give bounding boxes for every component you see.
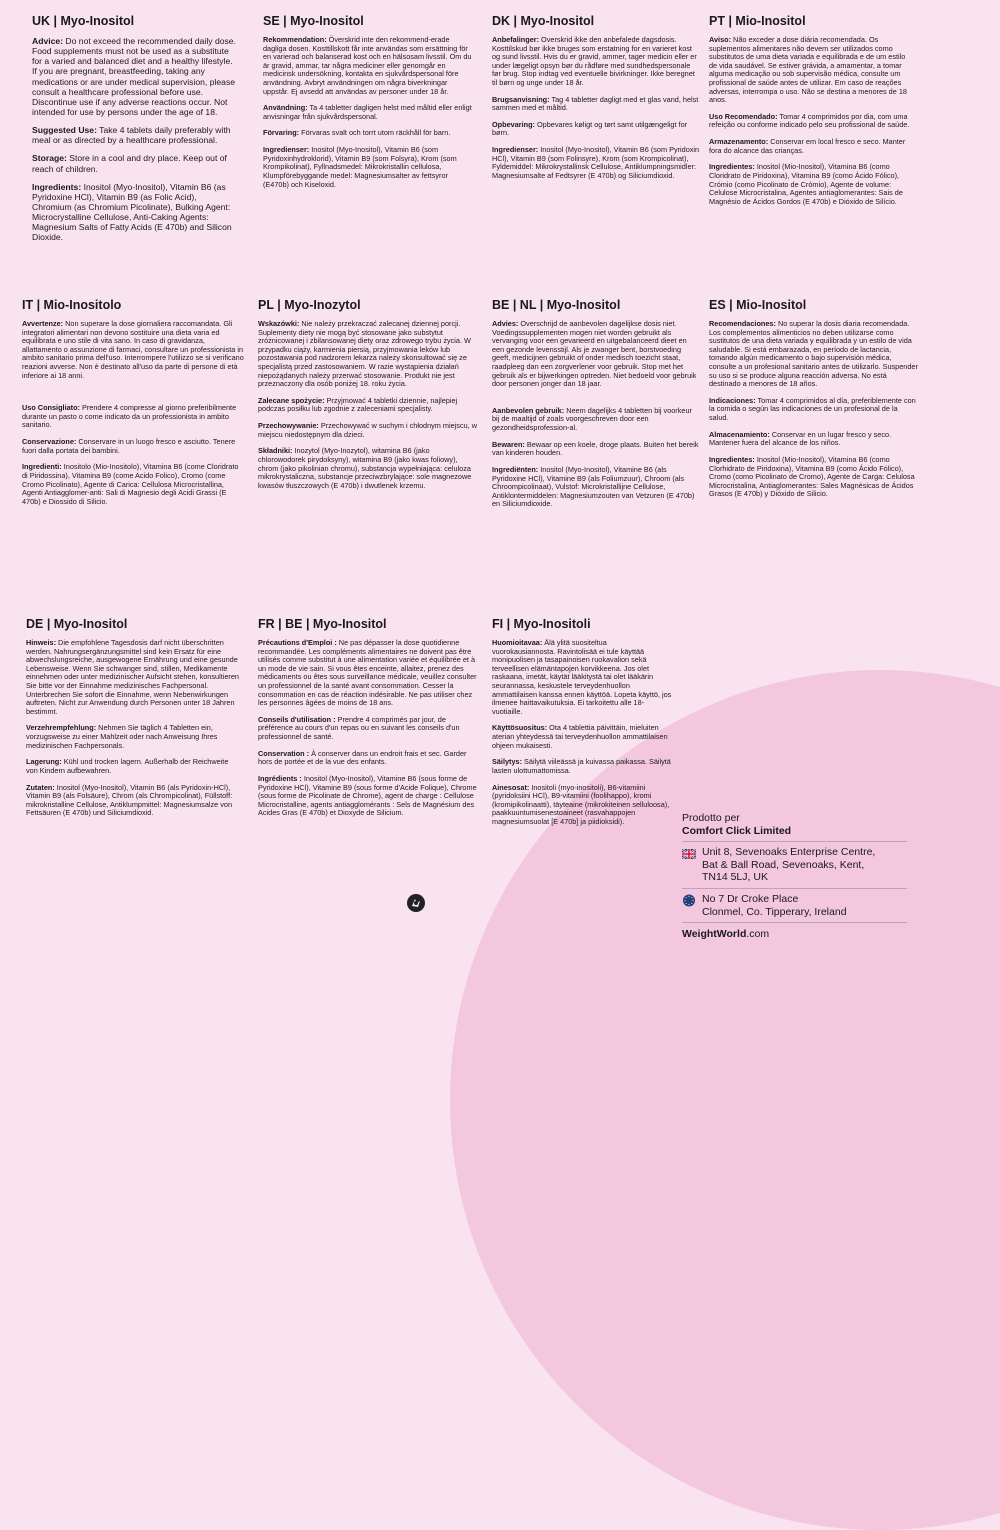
para-advice: Rekommendation: Överskrid inte den rekommend-erade dagliga dosen. Kosttillskott får inte användas som ersättning för en varierad och balanserad kost och en hälsosam livsstil. Om du är gravid, ammar, tar några mediciner eller genomgår en medicinsk undersökning, kontakta en sjukvårdspersonal före användning. Avbryt användningen om några biverkningar uppstår. Ej avsedd att användas av personer under 18 år. (263, 35, 472, 96)
eu-address-row (682, 888, 907, 922)
uk-address-row (682, 841, 907, 888)
recycle-logo-icon (406, 893, 426, 913)
section-es (709, 298, 919, 598)
section-heading: IT | Mio-Inositolo (22, 298, 122, 312)
para-use: Suggested Use: Take 4 tablets daily preferably with meal or as directed by a healthcare professional. (32, 125, 231, 146)
para-use: Indicaciones: Tomar 4 comprimidos al día, preferiblemente con la comida o según las indicaciones de un profesional de la salud. (709, 395, 916, 423)
para-advice: Aviso: Não exceder a dose diária recomendada. Os suplementos alimentares não devem ser utilizados como substitutos de uma dieta variada e equilibrada e de um estilo de vida saudável. Se estiver grávida, a amamentar, a tomar alguma medicação ou sob supervisão médica, consulte um profissional de saúde antes de utilizar. Em caso de reações adversas, interrompa o uso. Não se destina a menores de 18 anos. (709, 35, 907, 105)
para-use: Conseils d'utilisation : Prendre 4 comprimés par jour, de préférence au cours d'un repas ou en suivant les conseils d'un professionnel de santé. (258, 714, 460, 742)
section-de (26, 617, 242, 917)
section-dk (492, 14, 700, 299)
para-storage: Conservazione: Conservare in un luogo fresco e asciutto. Tenere fuori dalla portata dei bambini. (22, 437, 236, 455)
para-ingredients: Zutaten: Inositol (Myo-Inositol), Vitamin B6 (als Pyridoxin-HCl), Vitamin B9 (als Folsäure), Chrom (als Chrompicolinat), Füllstoff: mikrokristalline Cellulose, Antiklumpmittel: Magnesiumsalze von Fettsäuren (E 470b) und Siliciumdioxid. (26, 782, 233, 818)
para-ingredients: Ingredienti: Inositolo (Mio-Inositolo), Vitamina B6 (come Cloridrato di Piridossina), Vitamina B9 (come Acido Folico), Cromo (come Cromo Picolinato), Agente di Carica: Cellulosa Microcristallina, Agenti Antiagglomer-anti: Sali di Magnesio degli Acidi Grassi (E 470b) e Diossido di Silicio. (22, 462, 239, 506)
section-heading: DK | Myo-Inositol (492, 14, 595, 28)
para-storage: Przechowywanie: Przechowywać w suchym i chłodnym miejscu, w miejscu niedostępnym dla dzieci. (258, 421, 477, 439)
section-heading: PL | Myo-Inozytol (258, 298, 361, 312)
para-ingredients: Ingredientes: Inositol (Mio-Inositol), Vitamina B6 (como Clorhidrato de Piridoxina), Vitamina B9 (como Ácido Fólico), Cromo (como Picolinato de Cromo), Agente de Carga: Celulosa Microcristalina, Antiaglomerantes: Sales Magnésicas de Ácidos Grasos (E 470b) y Dióxido de Silicio. (709, 454, 915, 499)
section-heading: ES | Mio-Inositol (709, 298, 807, 312)
para-advice: Avvertenze: Non superare la dose giornaliera raccomandata. Gli integratori alimentari non devono sostituire una dieta varia ed equilibrata e uno stile di vita sano. In caso di gravidanza, allattamento o assunzione di farmaci, consultare un professionista in ambito sanitario prima dell'uso. Interrompere l'utilizzo se si verificano reazioni avverse. Non è destinato all'uso da parte di persone di età inferiore ai 18 anni. (22, 319, 244, 380)
para-use: Användning: Ta 4 tabletter dagligen helst med måltid eller enligt anvisningar från sjukvårdspersonal. (263, 103, 472, 121)
para-advice: Anbefalinger: Overskrid ikke den anbefalede dagsdosis. Kosttilskud bør ikke bruges som erstatning for en varieret kost og sund livsstil. Hvis du er gravid, ammer, tager medicin eller er under lægeligt opsyn bør du rådføre med sundhedspersonale før brug. Stop indtag ved eventuelle bivirkninger. Ikke beregnet til børn og unge under 18 år. (492, 35, 697, 88)
para-advice: Hinweis: Die empfohlene Tagesdosis darf nicht überschritten werden. Nahrungsergänzungsmittel sind kein Ersatz für eine abwechslungsreiche, ausgewogene Ernährung und eine gesunde Lebensweise. Wenn Sie schwanger sind, stillen, Medikamente einnehmen oder unter medizinischer Aufsicht stehen, konsultieren Sie bitte vor der Einnahme medizinisches Fachpersonal. Unterbrechen Sie sofort die Einnahme, wenn Nebenwirkungen auftreten. Nicht zur Anwendung durch Personen unter 18 Jahren bestimmt. (26, 638, 239, 716)
para-use: Zalecane spożycie: Przyjmować 4 tabletki dziennie, najlepiej podczas posiłku lub zgodnie z zaleceniami specjalisty. (258, 395, 458, 414)
section-uk (32, 14, 237, 299)
section-fi (492, 617, 672, 917)
manufacturer-info (682, 812, 907, 941)
para-storage: Conservation : À conserver dans un endroit frais et sec. Garder hors de portée et de la vue des enfants. (258, 748, 467, 767)
para-ingredients: Ingredientes: Inositol (Mio-Inositol), Vitamina B6 (como Cloridrato de Piridoxina), Vitamina B9 (como Ácido Fólico), Crómio (como Picolinato de Crómio), Agente de volume: Celulose Microcristalina, Agentes antiaglomerantes: Sais de Magnésio de Ácidos Gordos (E 470b) e Dióxido de Silício. (709, 162, 903, 206)
para-ingredients: Ingrédients : Inositol (Myo-Inositol), Vitamine B6 (sous forme de Pyridoxine HCl), Vitamine B9 (sous forme d'Acide Folique), Chrome (sous forme de Picolinate de Chrome), agent de charge : Cellulose Microcristalline, agents antiagglomérants : Sels de Magnésium des Acides Gras (E 470b) et Dioxyde de Silicium. (258, 773, 477, 818)
para-use: Käyttösuositus: Ota 4 tablettia päivittäin, mieluiten aterian yhteydessä tai terveydenhuollon ammattilaisen ohjeen mukaisesti. (492, 723, 668, 750)
para-advice: Advice: Do not exceed the recommended daily dose. Food supplements must not be used as a substitute for a varied and balanced diet and a healthy lifestyle. If you are pregnant, breastfeeding, taking any medications or are under medical supervision, please consult a healthcare professional before use. Discontinue use if any adverse reactions occur. Not intended for use by persons under the age of 18. (32, 36, 236, 117)
para-advice: Huomioitavaa: Älä ylitä suositeltua vuorokausiannosta. Ravintolisää ei tule käyttää monipuolisen ja tasapainoisen ruokavalion sekä terveellisen elämäntapojen korvikkeena. Jos olet raskaana, imetät, käytät lääkitystä tai olet lääkärin seurannassa, keskustele terveydenhuollon ammattilaisen kanssa ennen käyttöä. Lopeta käyttö, jos ilmenee haittavaikutuksia. Ei tarkoitettu alle 18-vuotiaille. (492, 638, 672, 716)
section-pl (258, 298, 478, 598)
uk-address: Unit 8, Sevenoaks Enterprise Centre, Bat & Ball Road, Sevenoaks, Kent, TN14 5LJ, UK (702, 846, 876, 884)
company-name: Comfort Click Limited (682, 824, 792, 837)
section-pt (709, 14, 914, 299)
para-storage: Förvaring: Förvaras svalt och torrt utom räckhåll för barn. (263, 128, 451, 138)
website-link[interactable]: WeightWorld.com (682, 922, 907, 941)
section-it (22, 298, 244, 598)
para-ingredients: Ingredients: Inositol (Myo-Inositol), Vitamin B6 (as Pyridoxine HCl), Vitamin B9 (as Folic Acid), Chromium (as Chromium Picolinate), Bulking Agent: Microcrystalline Cellulose, Anti-Caking Agents: Magnesium Salts of Fatty Acids (E 470b) and Silicon Dioxide. (32, 181, 232, 243)
section-heading: SE | Myo-Inositol (263, 14, 364, 28)
section-se (263, 14, 473, 299)
para-advice: Wskazówki: Nie należy przekraczać zalecanej dziennej porcji. Suplementy diety nie mogą być stosowane jako substytut zróżnicowanej i zbilansowanej diety oraz zdrowego trybu życia. W przypadku ciąży, karmienia piersią, przyjmowania leków lub pozostawania pod nadzorem lekarza należy skonsultować się ze specjalistą przed zastosowaniem. W razie wystąpienia działań niepożądanych należy przerwać stosowanie. Produkt nie jest przeznaczony dla osób poniżej 18. roku życia. (258, 319, 471, 389)
uk-flag-icon (682, 849, 696, 859)
para-ingredients: Ingredienser: Inositol (Myo-Inositol), Vitamin B6 (som Pyridoxinhydroklorid), Vitamin B9 (som Folsyra), Krom (som Krompikolinat), Fyllnadsmedel: Mikrokristallin cellulosa, Klumpförebyggande medel: Magnesiumsalter av fettsyror (E470b) och Kiseloxid. (263, 145, 457, 189)
eu-flag-icon (682, 894, 696, 907)
para-use: Uso Recomendado: Tomar 4 comprimidos por dia, com uma refeição ou conforme indicado pelo seu profissional de saúde. (709, 111, 910, 130)
para-storage: Storage: Store in a cool and dry place. Keep out of reach of children. (32, 153, 227, 174)
para-storage: Bewaren: Bewaar op een koele, droge plaats. Buiten het bereik van kinderen houden. (492, 439, 699, 458)
para-ingredients: Ingrediënten: Inositol (Myo-Inositol), Vitamine B6 (als Pyridoxine HCl), Vitamine B9 (als Foliumzuur), Chroom (als Chroompicolinaat), Vulstof: Microkristallijne Cellulose, Antiklontermiddelen: Magnesiumzouten van Vetzuren (E 470b) en Siliciumdioxide. (492, 464, 695, 509)
para-advice: Recomendaciones: No superar la dosis diaria recomendada. Los complementos alimenticios no deben utilizarse como sustitutos de una dieta variada y equilibrada y un estilo de vida saludable. Si está embarazada, en período de lactancia, tomando algún medicamento o bajo supervisión médica, consulte a un profesional sanitario antes de utilizarlo. Suspender su uso si se produce alguna reacción adversa. No está destinado a menores de 18 años. (709, 319, 918, 389)
para-storage: Lagerung: Kühl und trocken lagern. Außerhalb der Reichweite von Kindern aufbewahren. (26, 757, 229, 775)
produced-by-label: Prodotto per (682, 812, 740, 824)
section-heading: PT | Mio-Inositol (709, 14, 806, 28)
para-ingredients: Składniki: Inozytol (Myo-Inozytol), witamina B6 (jako chlorowodorek pirydoksyny), witamina B9 (jako kwas foliowy), chrom (jako pikolinian chromu), substancja wypełniająca: celuloza mikrokrystaliczna, substancje przeciwzbrylające: sole magnezowe kwasów tłuszczowych (E 470b) i dwutlenek krzemu. (258, 446, 472, 490)
section-be-nl (492, 298, 700, 598)
section-heading: BE | NL | Myo-Inositol (492, 298, 621, 312)
para-use: Aanbevolen gebruik: Neem dagelijks 4 tabletten bij voorkeur bij de maaltijd of zoals voorgeschreven door een gezondheidsprofession-al. (492, 405, 692, 433)
para-use: Verzehrempfehlung: Nehmen Sie täglich 4 Tabletten ein, vorzugsweise zu einer Mahlzeit oder nach Anweisung Ihres medizinischen Fachpersonals. (26, 723, 218, 750)
para-ingredients: Ingredienser: Inositol (Myo-Inositol), Vitamin B6 (som Pyridoxin HCl), Vitamin B9 (som Folinsyre), Krom (som Krompicolinat), Fyldemiddel: Mikrokrystallinsk Cellulose, Antiklumpningsmidler: Magnesiumsalte af Fedtsyrer (E 470b) og Siliciumdioxid. (492, 145, 700, 180)
section-heading: FI | Myo-Inositoli (492, 617, 591, 631)
para-use: Brugsanvisning: Tag 4 tabletter dagligt med et glas vand, helst sammen med et måltid. (492, 94, 699, 113)
section-heading: FR | BE | Myo-Inositol (258, 617, 387, 631)
section-heading: UK | Myo-Inositol (32, 14, 135, 28)
para-storage: Armazenamento: Conservar em local fresco e seco. Manter fora do alcance das crianças. (709, 137, 906, 155)
section-fr-be (258, 617, 478, 917)
para-storage: Almacenamiento: Conservar en un lugar fresco y seco. Mantener fuera del alcance de los niños. (709, 429, 892, 448)
para-advice: Précautions d'Emploi : Ne pas dépasser la dose quotidienne recommandée. Les compléments alimentaires ne doivent pas être utilisés comme substitut à une alimentation variée et équilibrée et à un mode de vie sain. Si vous êtes enceinte, allaitez, prenez des médicaments ou êtes sous surveillance médicale, veuillez consulter un professionnel de la santé avant consommation. Cesser la consommation en cas de réaction indésirable. Ne pas utiliser chez les personnes âgées de moins de 18 ans. (258, 638, 477, 708)
para-ingredients: Ainesosat: Inositoli (myo-inositoli), B6-vitamiini (pyridoksiini HCl), B9-vitamiini (foolihappo), kromi (kromipikolinaatti), täyteaine (mikrokiteinen selluloosa), paakkuuntumisenestoaineet (rasvahappojen magnesiumsuolat [E 470b] ja piidioksidi). (492, 782, 670, 826)
para-advice: Advies: Overschrijd de aanbevolen dagelijkse dosis niet. Voedingssupplementen mogen niet worden gebruikt als vervanging voor een gevarieerd en uitgebalanceerd dieet en een gezonde levensstijl. Als je zwanger bent, borstvoeding geeft, medicijnen gebruikt of onder medisch toezicht staat, raadpleeg dan een zorgverlener voor gebruik. Stop met het gebruik als er bijwerkingen optreden. Niet bedoeld voor gebruik door personen jonger dan 18 jaar. (492, 319, 697, 389)
section-heading: DE | Myo-Inositol (26, 617, 128, 631)
para-storage: Säilytys: Säilytä viileässä ja kuivassa paikassa. Säilytä lasten ulottumattomissa. (492, 757, 671, 775)
eu-address: No 7 Dr Croke Place Clonmel, Co. Tipperary, Ireland (702, 892, 847, 918)
para-use: Uso Consigliato: Prendere 4 compresse al giorno preferibilmente durante un pasto o come indicato da un professionista in ambito sanitario. (22, 403, 237, 430)
para-storage: Opbevaring: Opbevares køligt og tørt samt utilgængeligt for børn. (492, 119, 688, 138)
